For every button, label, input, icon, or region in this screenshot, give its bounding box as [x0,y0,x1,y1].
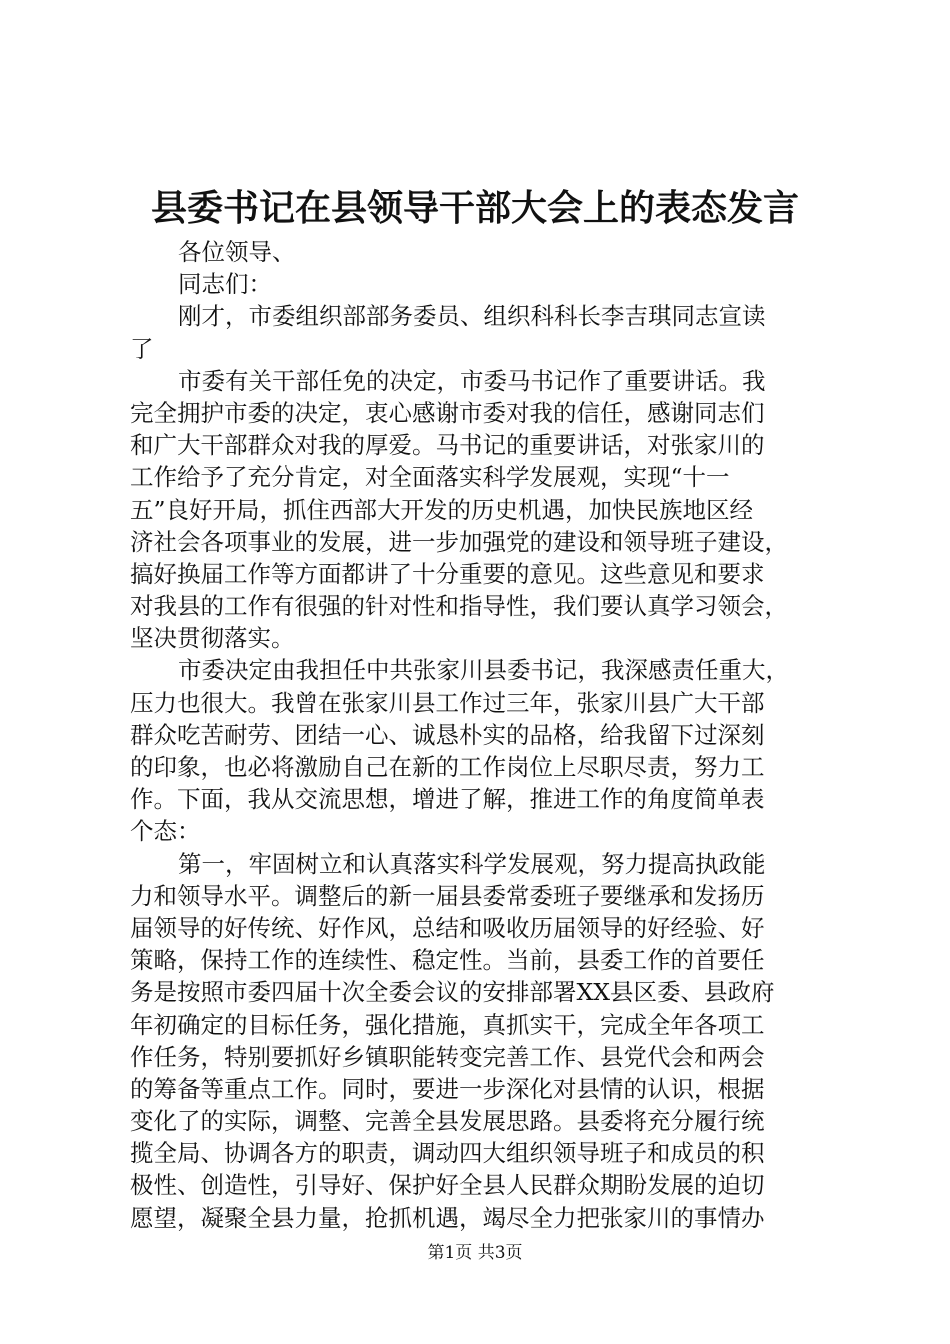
body-line: 了 [130,334,154,363]
body-line: 策略，保持工作的连续性、稳定性。当前，县委工作的首要任 [130,946,765,975]
body-line: 个态： [130,817,201,846]
body-line: 市委决定由我担任中共张家川县委书记，我深感责任重大， [178,656,789,685]
body-line: 同志们： [178,270,272,299]
body-line: 各位领导、 [178,238,296,266]
body-line: 五”良好开局，抓住西部大开发的历史机遇，加快民族地区经 [130,495,754,524]
body-line: 对我县的工作有很强的针对性和指导性，我们要认真学习领会， [130,592,788,621]
body-line: 的筹备等重点工作。同时，要进一步深化对县情的认识，根据 [130,1074,765,1103]
document-body [130,236,830,1234]
body-line: 压力也很大。我曾在张家川县工作过三年，张家川县广大干部 [130,688,765,717]
body-line: 变化了的实际，调整、完善全县发展思路。县委将充分履行统 [130,1107,765,1136]
body-line: 务是按照市委四届十次全委会议的安排部署XX县区委、县政府 [130,978,775,1007]
body-line: 完全拥护市委的决定，衷心感谢市委对我的信任，感谢同志们 [130,398,765,427]
page-footer: 第1页 共3页 [427,1243,523,1263]
body-line: 坚决贯彻落实。 [130,624,295,653]
body-line: 届领导的好传统、好作风，总结和吸收历届领导的好经验、好 [130,913,765,942]
body-line: 济社会各项事业的发展，进一步加强党的建设和领导班子建设， [130,527,788,556]
body-line: 年初确定的目标任务，强化措施，真抓实干，完成全年各项工 [130,1010,765,1039]
body-line: 第一，牢固树立和认真落实科学发展观，努力提高执政能 [178,849,766,878]
body-line: 和广大干部群众对我的厚爱。马书记的重要讲话，对张家川的 [130,431,765,460]
body-line: 市委有关干部任免的决定，市委马书记作了重要讲话。我 [178,366,766,395]
body-line: 的印象，也必将激励自己在新的工作岗位上尽职尽责，努力工 [130,753,765,781]
body-line: 群众吃苦耐劳、团结一心、诚恳朴实的品格，给我留下过深刻 [130,720,765,749]
body-line: 刚才，市委组织部部务委员、组织科科长李吉琪同志宣读 [178,302,766,331]
body-line: 力和领导水平。调整后的新一届县委常委班子要继承和发扬历 [130,881,765,910]
body-line: 作任务，特别要抓好乡镇职能转变完善工作、县党代会和两会 [130,1042,765,1071]
body-line: 作。下面，我从交流思想，增进了解，推进工作的角度简单表 [130,785,765,814]
document-title: 县委书记在县领导干部大会上的表态发言 [150,187,799,229]
body-line: 工作给予了充分肯定，对全面落实科学发展观，实现“十一 [130,463,730,492]
body-line: 揽全局、协调各方的职责，调动四大组织领导班子和成员的积 [130,1139,765,1168]
body-line: 极性、创造性，引导好、保护好全县人民群众期盼发展的迫切 [130,1171,765,1200]
body-line: 愿望，凝聚全县力量，抢抓机遇，竭尽全力把张家川的事情办 [130,1203,765,1232]
body-line: 搞好换届工作等方面都讲了十分重要的意见。这些意见和要求 [130,559,765,588]
